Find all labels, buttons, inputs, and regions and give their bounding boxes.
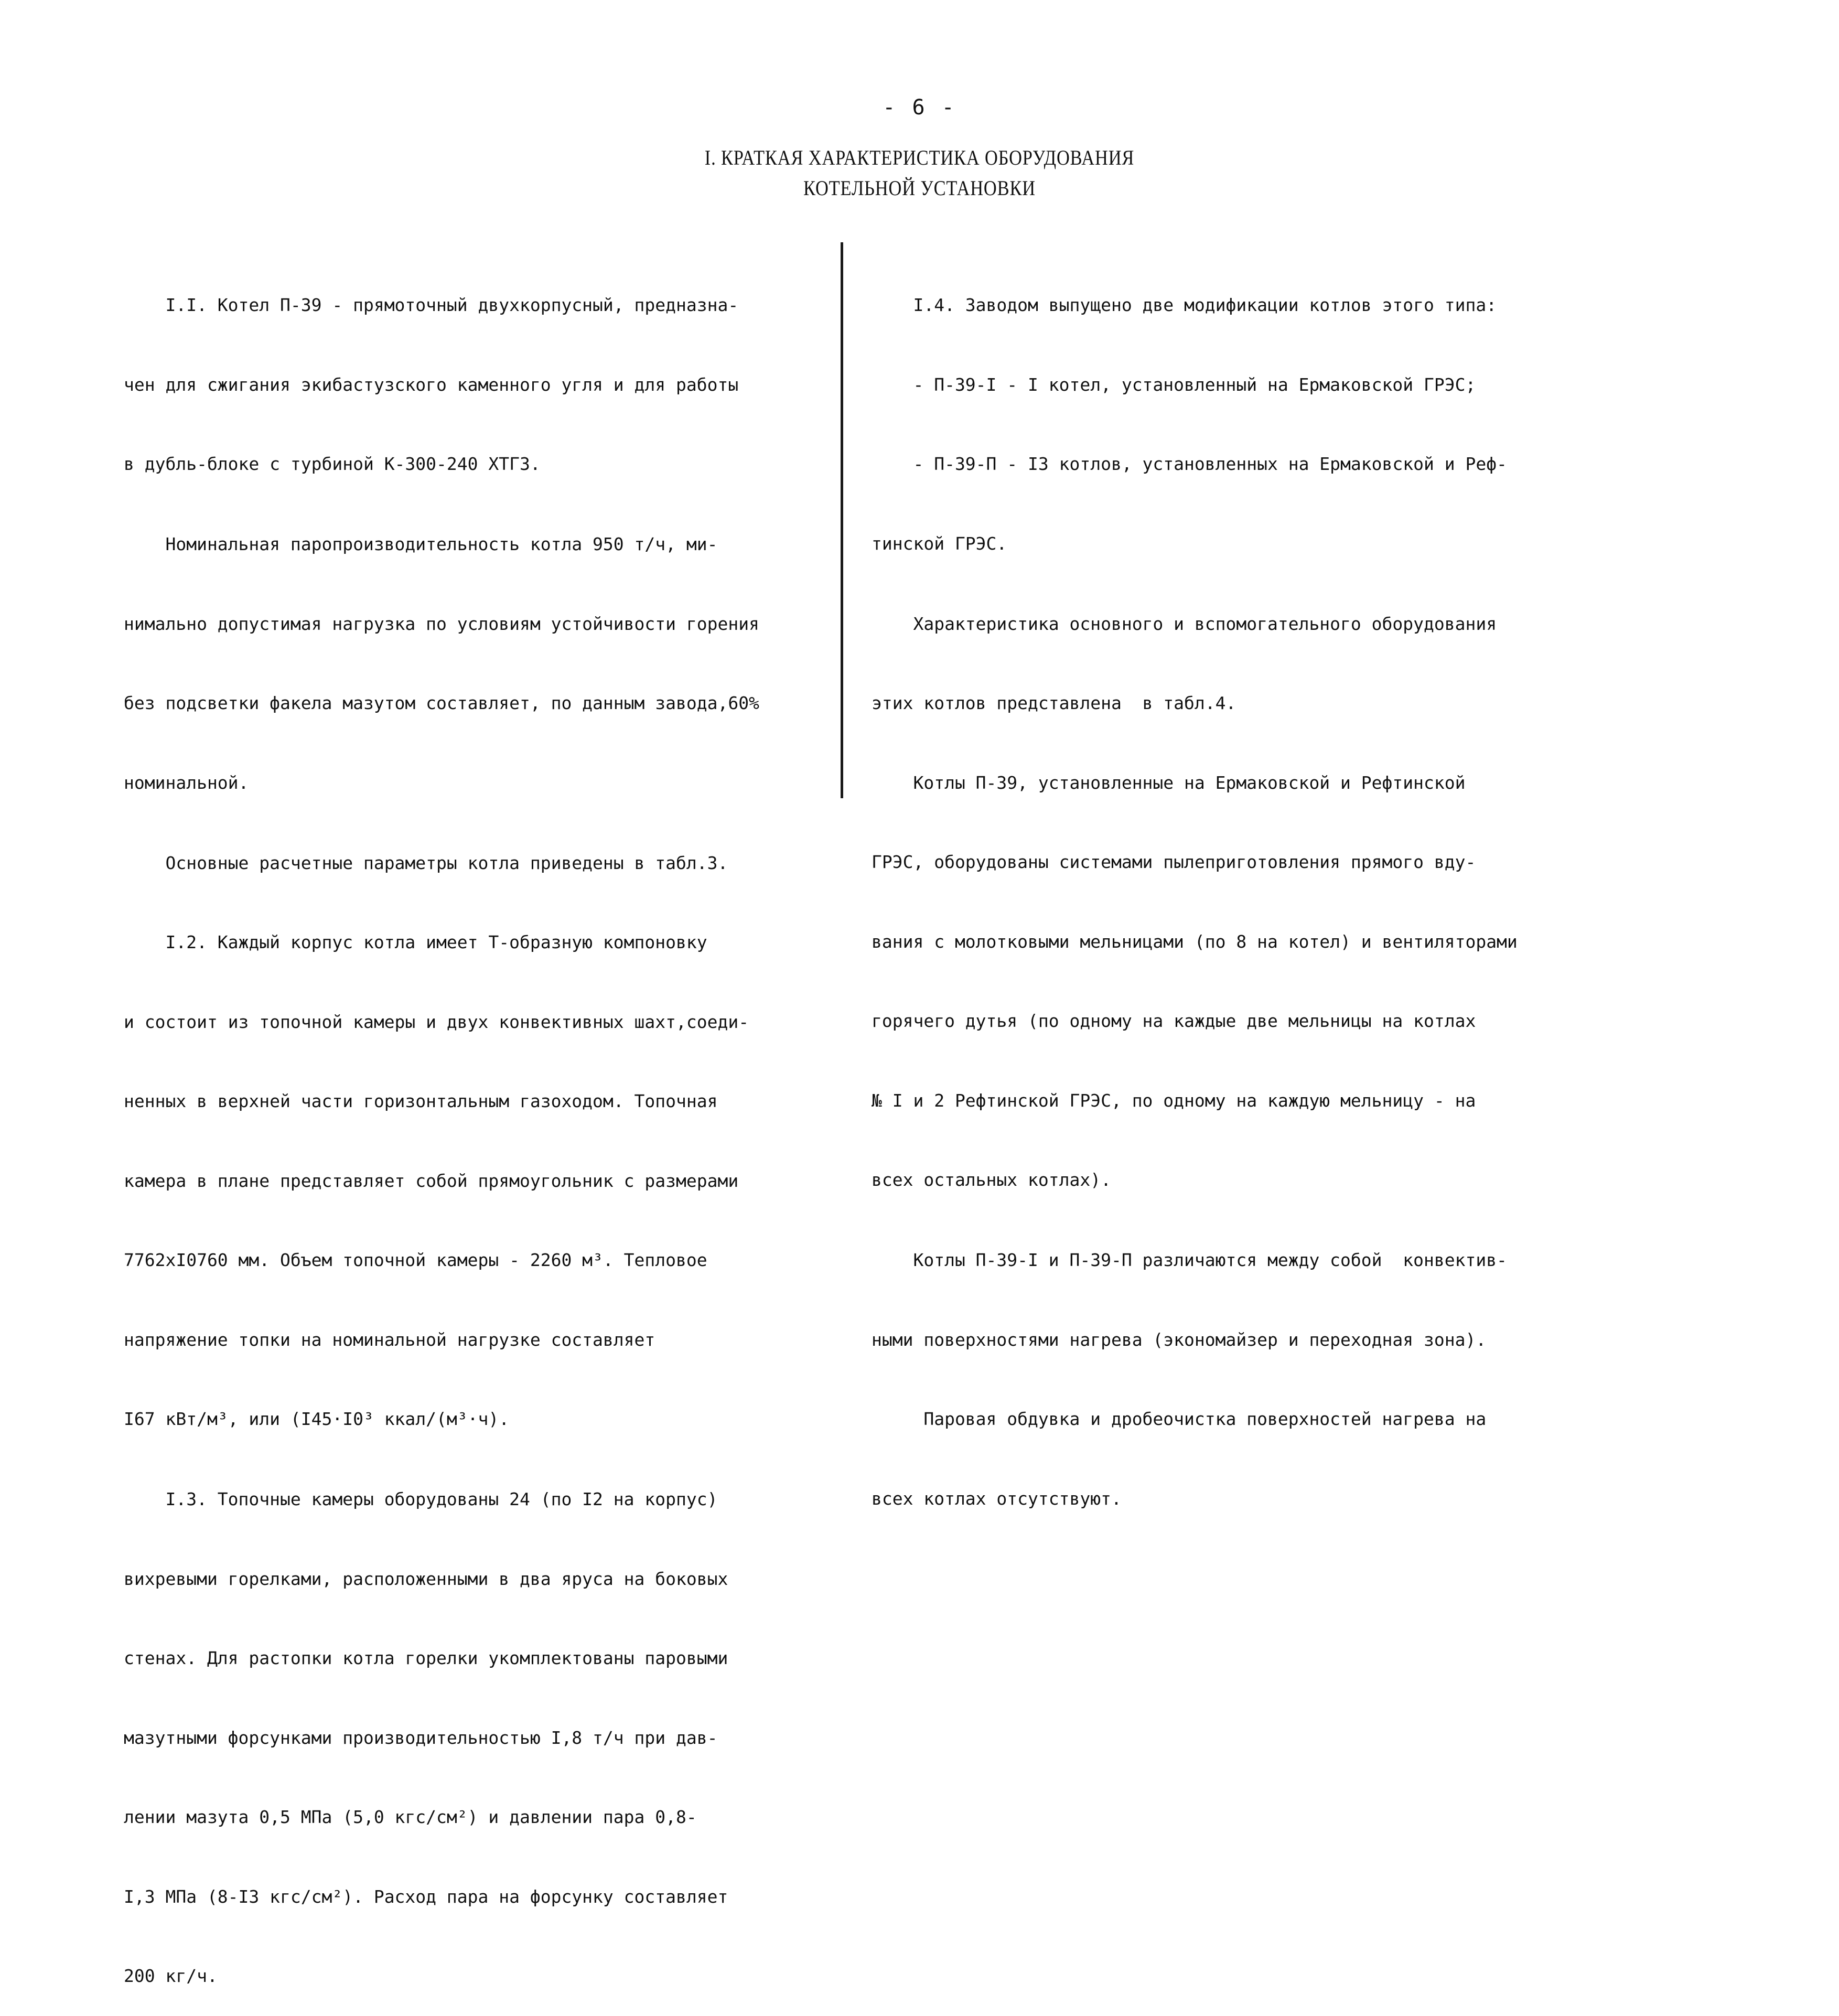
text-line: ненных в верхней части горизонтальным газоходом. Топочная	[124, 1091, 718, 1111]
text-line: ГРЭС, оборудованы системами пылеприготовления прямого вду-	[872, 852, 1476, 872]
text-line: напряжение топки на номинальной нагрузке составляет	[124, 1329, 655, 1350]
text-line: этих котлов представлена в табл.4.	[872, 693, 1236, 713]
text-line: 200 кг/ч.	[124, 1966, 218, 1986]
text-line: вания с молотковыми мельницами (по 8 на котел) и вентиляторами	[872, 931, 1518, 952]
page-number: - 6 -	[883, 95, 956, 120]
section-heading-line-1: I. КРАТКАЯ ХАРАКТЕРИСТИКА ОБОРУДОВАНИЯ	[704, 146, 1135, 169]
text-line: без подсветки факела мазутом составляет, по данным завода,60%	[124, 693, 759, 713]
text-line: мазутными форсунками производительностью I,8 т/ч при дав-	[124, 1727, 718, 1748]
text-line: I.2. Каждый корпус котла имеет Т-образную компоновку	[124, 932, 707, 952]
text-line: Номинальная паропроизводительность котла 950 т/ч, ми-	[124, 534, 718, 554]
text-line: 7762xI0760 мм. Объем топочной камеры - 2260 м³. Тепловое	[124, 1250, 707, 1270]
text-line: номинальной.	[124, 772, 249, 793]
text-line: стенах. Для растопки котла горелки укомплектованы паровыми	[124, 1648, 728, 1668]
text-line: № I и 2 Рефтинской ГРЭС, по одному на каждую мельницу - на	[872, 1090, 1476, 1111]
text-line: нимально допустимая нагрузка по условиям устойчивости горения	[124, 613, 759, 634]
text-line: Котлы П-39-I и П-39-П различаются между собой конвектив-	[872, 1250, 1507, 1270]
column-divider	[841, 242, 843, 798]
text-line: Основные расчетные параметры котла приведены в табл.3.	[124, 852, 728, 873]
text-line: I67 кВт/м³, или (I45·I0³ ккал/(м³·ч).	[124, 1409, 510, 1429]
section-heading-line-2: КОТЕЛЬНОЙ УСТАНОВКИ	[803, 176, 1036, 200]
text-line: вихревыми горелками, расположенными в два яруса на боковых	[124, 1568, 728, 1589]
section-heading	[0, 143, 1839, 203]
text-line: Паровая обдувка и дробеочистка поверхностей нагрева на	[872, 1409, 1487, 1429]
right-column	[872, 239, 1569, 1539]
text-line: - П-39-П - I3 котлов, установленных на Ермаковской и Реф-	[872, 454, 1507, 474]
text-line: камера в плане представляет собой прямоугольник с размерами	[124, 1170, 739, 1191]
text-line: горячего дутья (по одному на каждые две мельницы на котлах	[872, 1011, 1476, 1031]
text-line: I.4. Заводом выпущено две модификации котлов этого типа:	[872, 295, 1497, 315]
text-line: I,3 МПа (8-I3 кгс/см²). Расход пара на форсунку составляет	[124, 1886, 728, 1907]
text-line: I.3. Топочные камеры оборудованы 24 (по I2 на корпус)	[124, 1489, 718, 1509]
text-line: лении мазута 0,5 МПа (5,0 кгс/см²) и давлении пара 0,8-	[124, 1807, 697, 1827]
text-line: чен для сжигания экибастузского каменного угля и для работы	[124, 374, 739, 395]
text-line: всех котлах отсутствуют.	[872, 1488, 1122, 1509]
text-line: I.I. Котел П-39 - прямоточный двухкорпусный, предназна-	[124, 295, 739, 315]
text-line: - П-39-I - I котел, установленный на Ермаковской ГРЭС;	[872, 374, 1476, 395]
text-line: тинской ГРЭС.	[872, 533, 1007, 554]
text-line: и состоит из топочной камеры и двух конвективных шахт,соеди-	[124, 1011, 749, 1032]
text-line: ными поверхностями нагрева (экономайзер и переходная зона).	[872, 1329, 1487, 1350]
text-line: Характеристика основного и вспомогательного оборудования	[872, 613, 1497, 634]
text-line: Котлы П-39, установленные на Ермаковской и Рефтинской	[872, 772, 1466, 793]
text-line: всех остальных котлах).	[872, 1170, 1111, 1190]
left-column	[124, 239, 805, 2016]
text-line: в дубль-блоке с турбиной К-300-240 ХТГЗ.	[124, 454, 541, 474]
